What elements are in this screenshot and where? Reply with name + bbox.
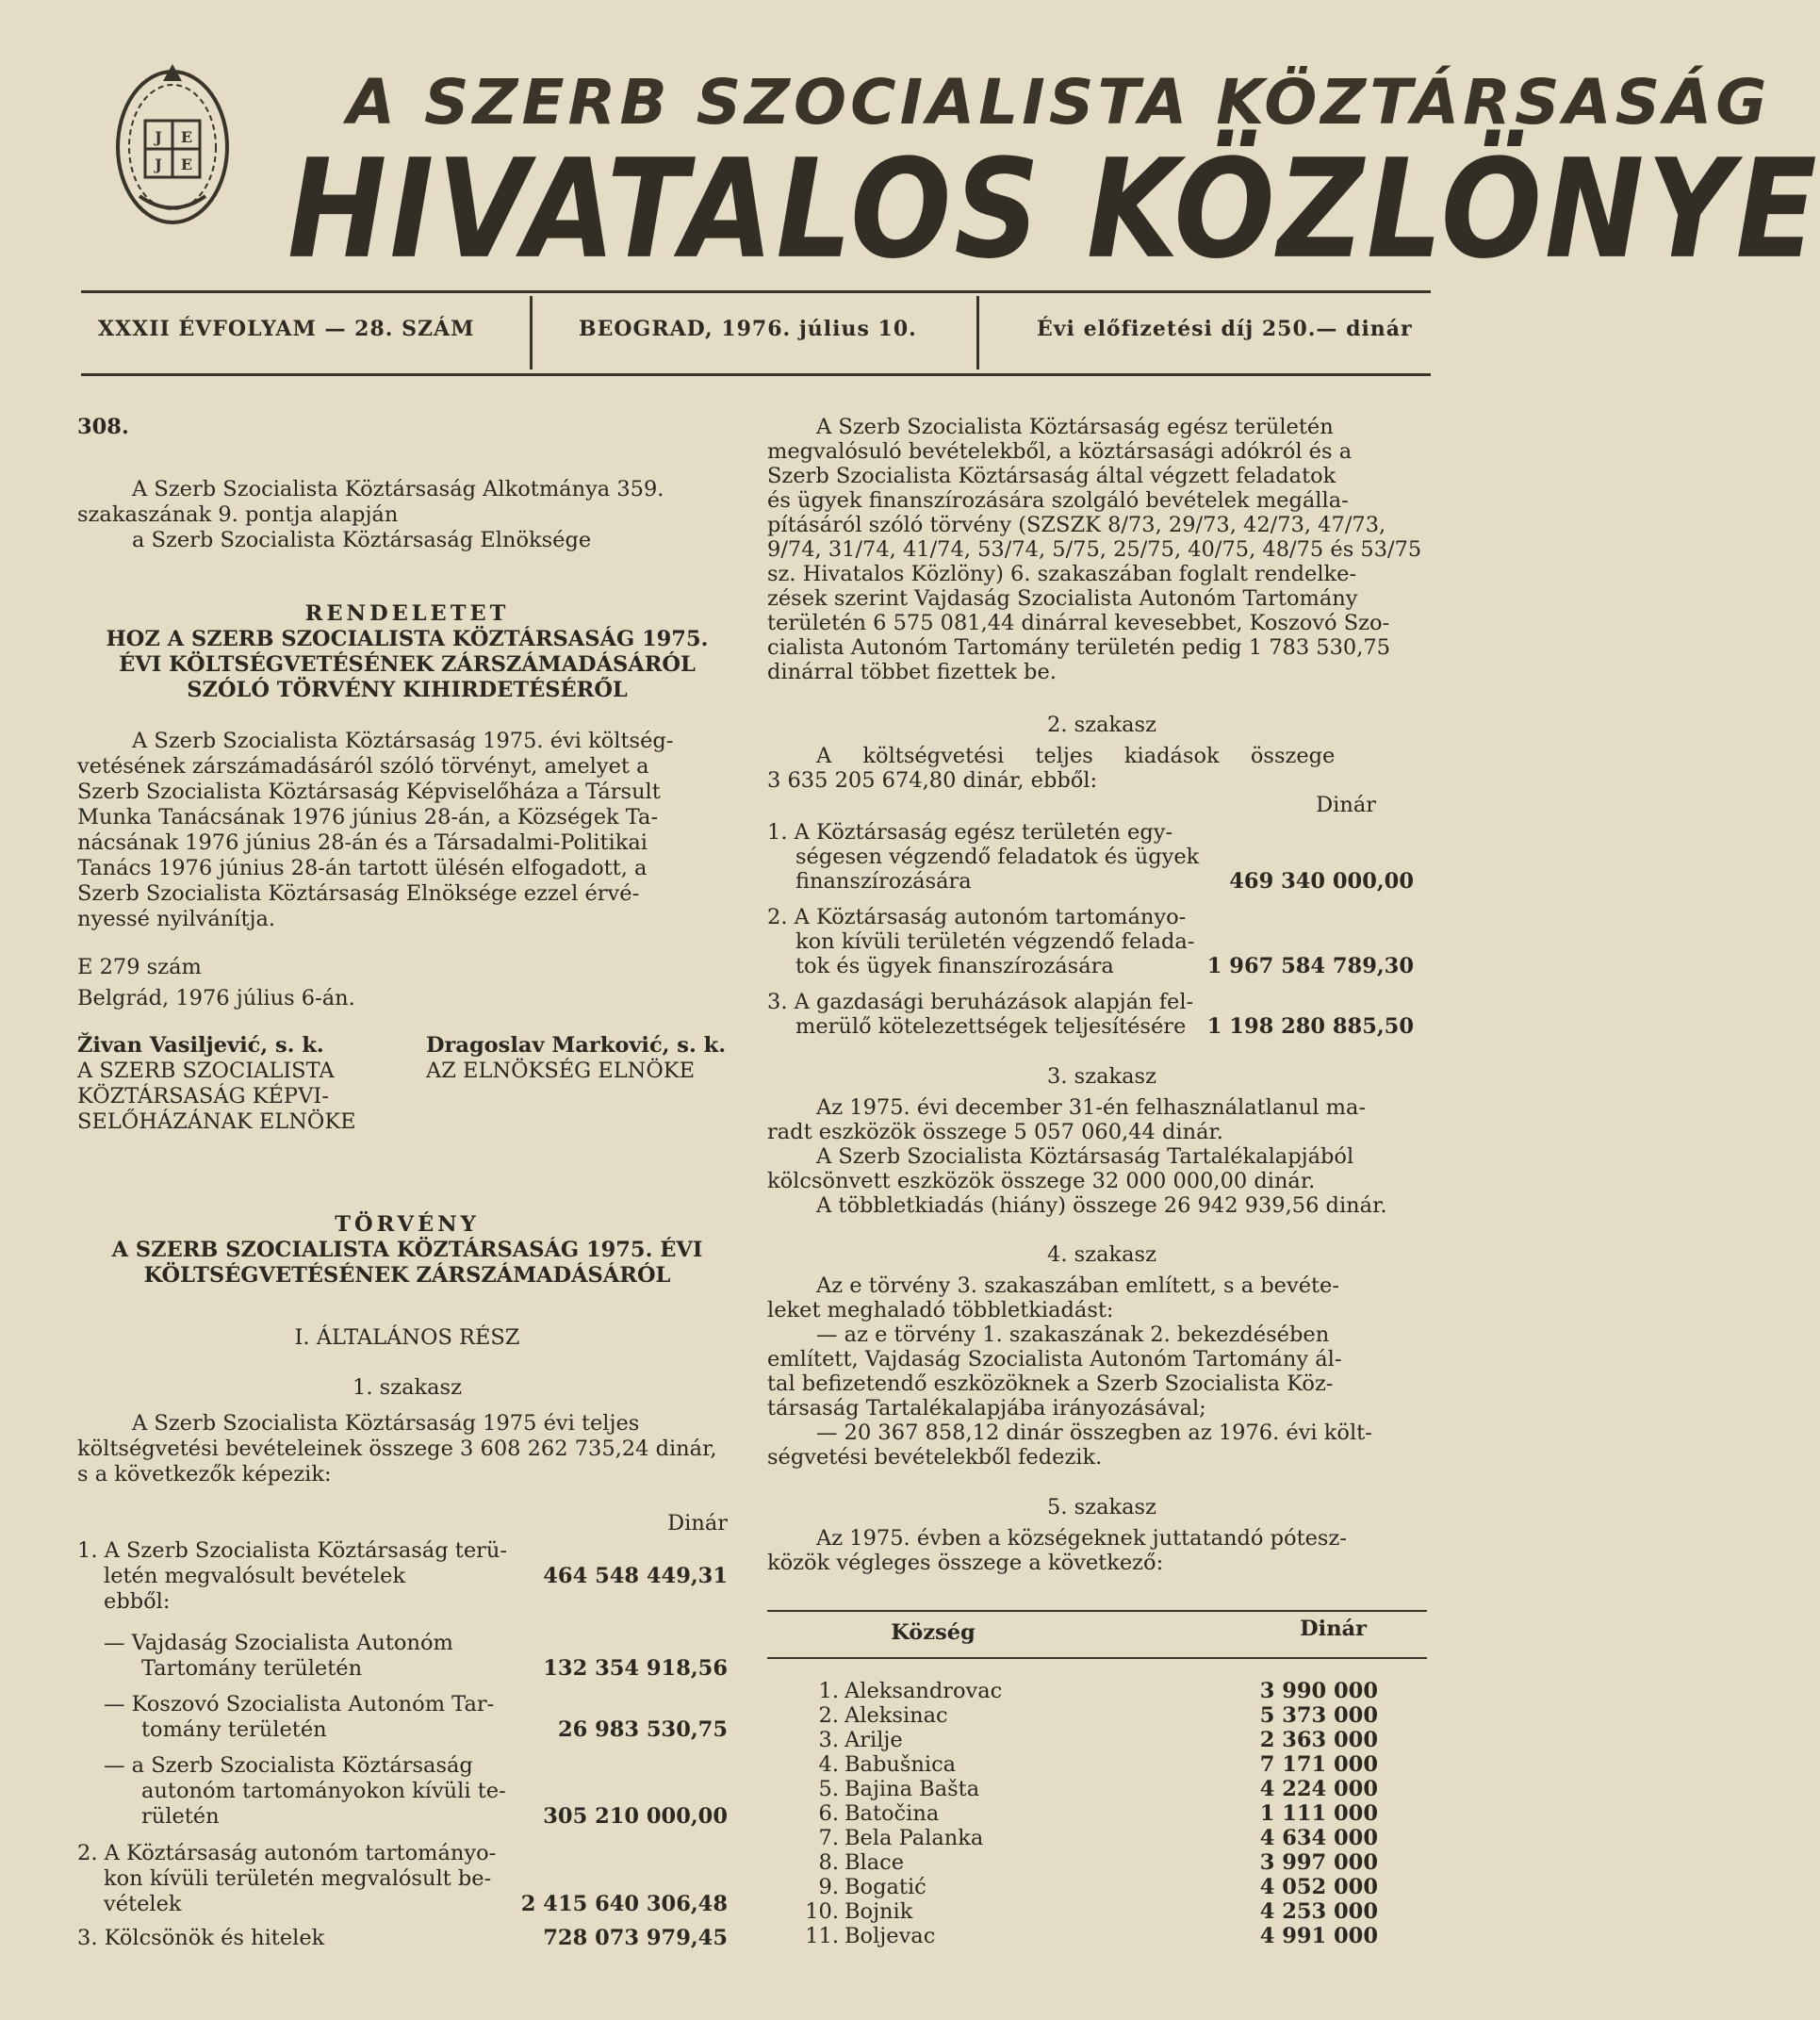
municipality-name: Bela Palanka <box>844 1826 984 1850</box>
masthead-line1: A SZERB SZOCIALISTA KÖZTÁRSASÁG <box>347 66 1771 139</box>
intro-line: A Szerb Szocialista Köztársaság egész területén <box>816 415 1334 439</box>
income-item-label: Tartomány területén <box>141 1656 363 1681</box>
section3-body-line: kölcsönvett eszközök összege 32 000 000,00 dinár. <box>767 1169 1316 1193</box>
municipality-amount: 4 253 000 <box>1259 1899 1378 1924</box>
decree-subtitle: SZÓLÓ TÖRVÉNY KIHIRDETÉSÉRŐL <box>187 678 628 702</box>
section4-body-line: — az e törvény 1. szakaszának 2. bekezdésében <box>816 1322 1330 1347</box>
section4-body-line: Az e törvény 3. szakaszában említett, s a bevéte- <box>816 1273 1339 1298</box>
svg-text:Ј: Ј <box>155 156 162 173</box>
law-subtitle: A SZERB SZOCIALISTA KÖZTÁRSASÁG 1975. ÉVI <box>111 1238 703 1262</box>
section4-body-line: leket meghaladó többletkiadást: <box>767 1298 1114 1322</box>
svg-text:Е: Е <box>180 128 193 146</box>
issue-separator <box>976 296 979 370</box>
section3-body-line: A többletkiadás (hiány) összege 26 942 939,56 dinár. <box>816 1193 1387 1218</box>
row-number: 11. <box>805 1924 839 1948</box>
municipality-name: Bogatić <box>844 1875 926 1899</box>
law-subtitle: KÖLTSÉGVETÉSÉNEK ZÁRSZÁMADÁSÁRÓL <box>143 1263 671 1288</box>
decree-body-line: nyessé nyilvánítja. <box>77 907 276 931</box>
expense-item-label: merülő kötelezettségek teljesítésére <box>795 1014 1187 1039</box>
income-item-label: — Vajdaság Szocialista Autonóm <box>104 1631 453 1655</box>
section1-body-line: s a következők képezik: <box>77 1462 332 1486</box>
intro-line: sz. Hivatalos Közlöny) 6. szakaszában foglalt rendelke- <box>767 562 1357 586</box>
section5-body-line: Az 1975. évben a községeknek juttatandó pótesz- <box>816 1526 1347 1551</box>
row-number: 7. <box>818 1826 839 1850</box>
income-item-label: tomány területén <box>141 1717 327 1742</box>
income-item-amount: 2 415 640 306,48 <box>520 1892 728 1916</box>
svg-text:Е: Е <box>180 156 193 173</box>
income-item-label: — a Szerb Szocialista Köztársaság <box>104 1753 473 1778</box>
signer1-title: KÖZTÁRSASÁG KÉPVI- <box>77 1084 329 1109</box>
income-item-amount: 305 210 000,00 <box>543 1804 728 1829</box>
income-item-label: ebből: <box>104 1589 171 1614</box>
section-title: 3. szakasz <box>1047 1064 1156 1089</box>
section-title: 4. szakasz <box>1047 1242 1156 1267</box>
income-item-amount: 464 548 449,31 <box>543 1564 728 1588</box>
municipality-name: Babušnica <box>844 1752 957 1777</box>
expense-item-label: 2. A Köztársaság autonóm tartományo- <box>767 905 1187 929</box>
part-title: I. ÁLTALÁNOS RÉSZ <box>294 1325 520 1350</box>
row-number: 1. <box>818 1679 839 1703</box>
signer2-name: Dragoslav Marković, s. k. <box>426 1033 727 1058</box>
section4-body-line: tal befizetendő eszközöknek a Szerb Szocialista Köz- <box>767 1371 1334 1396</box>
municipality-name: Batočina <box>844 1801 940 1826</box>
table-header-dinar: Dinár <box>1300 1617 1367 1641</box>
signer1-title: SELŐHÁZÁNAK ELNÖKE <box>77 1109 356 1134</box>
section4-body-line: — 20 367 858,12 dinár összegben az 1976. évi költ- <box>816 1421 1372 1445</box>
municipality-amount: 4 052 000 <box>1259 1875 1378 1899</box>
preamble-line: A Szerb Szocialista Köztársaság Alkotmánya 359. <box>132 477 664 501</box>
section3-body-line: A Szerb Szocialista Köztársaság Tartalékalapjából <box>816 1144 1354 1169</box>
decree-title: RENDELETET <box>304 601 510 626</box>
svg-text:Ј: Ј <box>155 128 162 146</box>
intro-line: 9/74, 31/74, 41/74, 53/74, 5/75, 25/75, 40/75, 48/75 és 53/75 <box>767 537 1422 562</box>
row-number: 10. <box>805 1899 839 1924</box>
intro-line: cialista Autonóm Tartomány területén pedig 1 783 530,75 <box>767 635 1391 660</box>
intro-line: zések szerint Vajdaság Szocialista Autonóm Tartomány <box>767 586 1358 611</box>
section4-body-line: említett, Vajdaság Szocialista Autonóm Tartomány ál- <box>767 1347 1342 1371</box>
municipality-amount: 5 373 000 <box>1259 1703 1378 1728</box>
expense-item-label: ségesen végzendő feladatok és ügyek <box>795 845 1200 869</box>
municipality-name: Aleksandrovac <box>844 1679 1003 1703</box>
decree-body-line: Tanács 1976 június 28-án tartott ülésén elfogadott, a <box>77 856 648 880</box>
table-rule-top <box>767 1610 1427 1612</box>
row-number: 6. <box>818 1801 839 1826</box>
income-item-label: — Koszovó Szocialista Autonóm Tar- <box>104 1692 495 1716</box>
decree-subtitle: HOZ A SZERB SZOCIALISTA KÖZTÁRSASÁG 1975. <box>106 627 709 651</box>
masthead-rule-bottom <box>81 373 1431 376</box>
income-item-label: letén megvalósult bevételek <box>104 1564 406 1588</box>
section1-body-line: költségvetési bevételeinek összege 3 608 262 735,24 dinár, <box>77 1437 717 1461</box>
section-title: 2. szakasz <box>1047 713 1156 737</box>
income-item-label: vételek <box>104 1892 182 1916</box>
intro-line: megvalósuló bevételekből, a köztársasági adókról és a <box>767 439 1353 464</box>
signing-place-date: Belgrád, 1976 július 6-án. <box>77 986 355 1010</box>
municipality-amount: 1 111 000 <box>1259 1801 1378 1826</box>
municipality-amount: 4 224 000 <box>1259 1777 1378 1801</box>
row-number: 2. <box>818 1703 839 1728</box>
decree-body-line: vetésének zárszámadásáról szóló törvényt, amelyet a <box>77 754 649 779</box>
signer2-title: AZ ELNÖKSÉG ELNÖKE <box>426 1059 696 1083</box>
issue-place-date: BEOGRAD, 1976. július 10. <box>579 317 917 341</box>
income-item-label: 3. Kölcsönök és hitelek <box>77 1926 325 1950</box>
dinar-column-label: Dinár <box>1316 793 1376 817</box>
preamble-line: a Szerb Szocialista Köztársaság Elnöksége <box>132 528 592 552</box>
masthead-title: HIVATALOS KÖZLÖNYE <box>287 129 1820 289</box>
municipality-name: Aleksinac <box>844 1703 948 1728</box>
section5-body-line: közök végleges összege a következő: <box>767 1551 1164 1575</box>
issue-separator <box>530 296 533 370</box>
municipality-name: Arilje <box>844 1728 903 1752</box>
section1-body-line: A Szerb Szocialista Köztársaság 1975 évi teljes <box>132 1411 640 1436</box>
signer1-title: A SZERB SZOCIALISTA <box>77 1059 335 1083</box>
table-rule-header <box>767 1657 1427 1659</box>
decree-body-line: Szerb Szocialista Köztársaság Elnöksége ezzel érvé- <box>77 881 640 906</box>
row-number: 9. <box>818 1875 839 1899</box>
decree-subtitle: ÉVI KÖLTSÉGVETÉSÉNEK ZÁRSZÁMADÁSÁRÓL <box>119 652 696 677</box>
municipality-amount: 7 171 000 <box>1259 1752 1378 1777</box>
signer1-name: Živan Vasiljević, s. k. <box>77 1033 324 1058</box>
section2-body-line: 3 635 205 674,80 dinár, ebből: <box>767 768 1098 793</box>
row-number: 4. <box>818 1752 839 1777</box>
municipality-name: Bajina Bašta <box>844 1777 980 1801</box>
decree-body-line: A Szerb Szocialista Köztársaság 1975. évi költség- <box>132 729 674 753</box>
intro-line: pításáról szóló törvény (SZSZK 8/73, 29/73, 42/73, 47/73, <box>767 513 1386 537</box>
income-item-label: 1. A Szerb Szocialista Köztársaság terü- <box>77 1538 507 1563</box>
document-number: 308. <box>77 415 129 439</box>
expense-item-label: 1. A Köztársaság egész területén egy- <box>767 820 1173 845</box>
section2-body-line: A költségvetési teljes kiadások összege <box>816 744 1336 768</box>
expense-item-amount: 1 967 584 789,30 <box>1206 954 1414 978</box>
table-header-municipality: Község <box>891 1620 976 1645</box>
municipality-amount: 4 634 000 <box>1259 1826 1378 1850</box>
issue-volume: XXXII ÉVFOLYAM — 28. SZÁM <box>98 317 475 341</box>
income-item-label: rületén <box>141 1804 220 1829</box>
municipality-name: Bojnik <box>844 1899 913 1924</box>
decree-body-line: Munka Tanácsának 1976 június 28-án, a Községek Ta- <box>77 805 659 829</box>
section4-body-line: társaság Tartalékalapjába irányozásával; <box>767 1396 1206 1421</box>
expense-item-label: finanszírozására <box>795 869 972 894</box>
section-title: 5. szakasz <box>1047 1495 1156 1519</box>
coat-of-arms-emblem <box>111 55 234 234</box>
municipality-name: Boljevac <box>844 1924 936 1948</box>
expense-item-amount: 1 198 280 885,50 <box>1206 1014 1414 1039</box>
expense-item-label: kon kívüli területén végzendő felada- <box>795 929 1195 954</box>
expense-item-amount: 469 340 000,00 <box>1229 869 1414 894</box>
reference-number: E 279 szám <box>77 955 202 979</box>
issue-subscription: Évi előfizetési díj 250.— dinár <box>1037 317 1413 341</box>
expense-item-label: 3. A gazdasági beruházások alapján fel- <box>767 990 1194 1014</box>
income-item-label: kon kívüli területén megvalósult be- <box>104 1866 492 1891</box>
intro-line: területén 6 575 081,44 dinárral kevesebbet, Koszovó Szo- <box>767 611 1390 635</box>
section4-body-line: ségvetési bevételekből fedezik. <box>767 1445 1103 1470</box>
row-number: 3. <box>818 1728 839 1752</box>
section3-body-line: Az 1975. évi december 31-én felhasználatlanul ma- <box>816 1095 1366 1120</box>
decree-body-line: nácsának 1976 június 28-án és a Társadalmi-Politikai <box>77 830 648 855</box>
row-number: 8. <box>818 1850 839 1875</box>
section3-body-line: radt eszközök összege 5 057 060,44 dinár. <box>767 1120 1223 1144</box>
municipality-amount: 4 991 000 <box>1259 1924 1378 1948</box>
masthead-rule-top <box>81 290 1431 293</box>
dinar-column-label: Dinár <box>667 1511 728 1536</box>
intro-line: és ügyek finanszírozására szolgáló bevételek megálla- <box>767 488 1349 513</box>
income-item-label: autonóm tartományokon kívüli te- <box>141 1779 506 1803</box>
intro-line: dinárral többet fizettek be. <box>767 660 1057 684</box>
law-title: TÖRVÉNY <box>335 1212 480 1237</box>
row-number: 5. <box>818 1777 839 1801</box>
income-item-amount: 26 983 530,75 <box>557 1717 728 1742</box>
income-item-amount: 728 073 979,45 <box>543 1926 728 1950</box>
intro-line: Szerb Szocialista Köztársaság által végzett feladatok <box>767 464 1336 488</box>
income-item-amount: 132 354 918,56 <box>543 1656 728 1681</box>
decree-body-line: Szerb Szocialista Köztársaság Képviselőháza a Társult <box>77 780 661 804</box>
income-item-label: 2. A Köztársaság autonóm tartományo- <box>77 1841 497 1865</box>
preamble-line: szakaszának 9. pontja alapján <box>77 502 399 527</box>
municipality-name: Blace <box>844 1850 905 1875</box>
municipality-amount: 3 997 000 <box>1259 1850 1378 1875</box>
municipality-amount: 2 363 000 <box>1259 1728 1378 1752</box>
municipality-amount: 3 990 000 <box>1259 1679 1378 1703</box>
expense-item-label: tok és ügyek finanszírozására <box>795 954 1114 978</box>
section-title: 1. szakasz <box>353 1375 462 1400</box>
